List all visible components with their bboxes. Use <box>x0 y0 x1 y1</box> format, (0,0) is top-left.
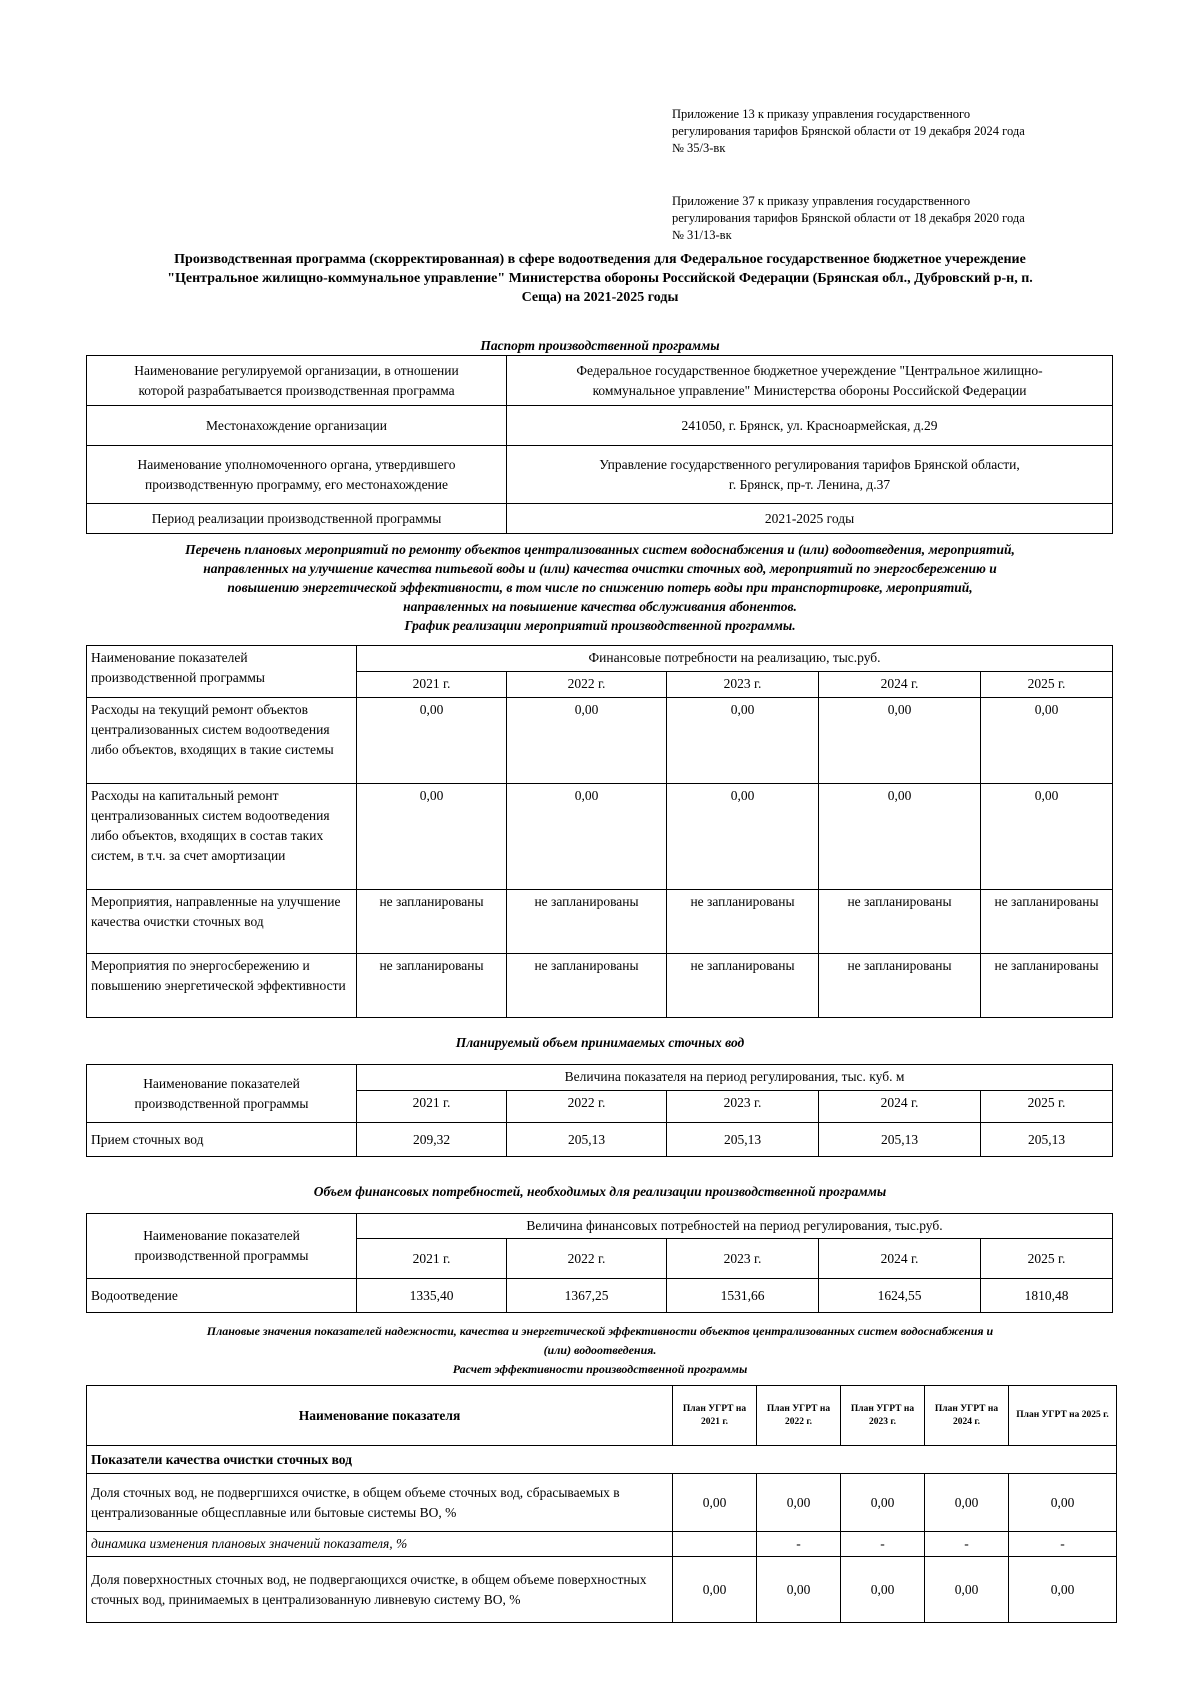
passport-value <box>507 446 1113 504</box>
table-cell: 1810,48 <box>981 1279 1113 1313</box>
plan-header: План УГРТ на 2021 г. <box>673 1386 757 1446</box>
table-cell: 0,00 <box>925 1474 1009 1532</box>
value-line: Федеральное государственное бюджетное учереждение "Центральное жилищно- <box>576 362 1043 378</box>
table-cell: 0,00 <box>673 1474 757 1532</box>
year-header: 2022 г. <box>507 1091 667 1123</box>
title-line: "Центральное жилищно-коммунальное управление" Министерства обороны Российской Федерации (Брянская обл., Дубровский р-н, п. <box>167 271 1033 286</box>
passport-row <box>87 356 1113 406</box>
table-cell: 0,00 <box>925 1557 1009 1623</box>
quality-table <box>86 1385 1117 1623</box>
year-header: 2021 г. <box>357 1239 507 1279</box>
row-label: Мероприятия, направленные на улучшение качества очистки сточных вод <box>87 890 357 954</box>
year-header: 2022 г. <box>507 1239 667 1279</box>
table-cell: 0,00 <box>507 698 667 784</box>
passport-row <box>87 406 1113 446</box>
table-cell: 209,32 <box>357 1123 507 1157</box>
table-cell: 0,00 <box>1009 1557 1117 1623</box>
column-header: Наименование показателя <box>87 1386 673 1446</box>
plan-header: План УГРТ на 2025 г. <box>1009 1386 1117 1446</box>
table-cell: 0,00 <box>841 1474 925 1532</box>
document-title <box>78 250 1122 307</box>
measures-table <box>86 645 1113 1018</box>
table-row <box>87 784 1113 890</box>
appendix-line: регулирования тарифов Брянской области от 19 декабря 2024 года <box>672 124 1025 138</box>
table-cell: 205,13 <box>507 1123 667 1157</box>
table-cell: 0,00 <box>841 1557 925 1623</box>
title-line: Сеща) на 2021-2025 годы <box>521 290 679 305</box>
passport-value: 2021-2025 годы <box>507 504 1113 534</box>
row-label: динамика изменения плановых значений показателя, % <box>87 1532 673 1557</box>
passport-row <box>87 446 1113 504</box>
year-header: 2025 г. <box>981 1091 1113 1123</box>
appendix-note-current <box>672 106 1112 157</box>
row-label: Доля поверхностных сточных вод, не подвергающихся очистке, в общем объеме поверхностных сточных вод, принимаемых в централизованную ливневую систему ВО, % <box>87 1557 673 1623</box>
table-cell: 0,00 <box>673 1557 757 1623</box>
plan-header: План УГРТ на 2022 г. <box>757 1386 841 1446</box>
table-cell: не запланированы <box>357 954 507 1018</box>
section-label: Показатели качества очистки сточных вод <box>87 1446 1117 1474</box>
table-cell: 1335,40 <box>357 1279 507 1313</box>
year-header: 2021 г. <box>357 1091 507 1123</box>
table-cell: не запланированы <box>507 954 667 1018</box>
year-header: 2025 г. <box>981 1239 1113 1279</box>
caption-text: Паспорт производственной программы <box>480 338 720 353</box>
table-cell: 0,00 <box>507 784 667 890</box>
table-cell: 0,00 <box>667 784 819 890</box>
table-cell: 205,13 <box>819 1123 981 1157</box>
header-row <box>87 646 1113 672</box>
row-label: Расходы на капитальный ремонт централизованных систем водоотведения либо объектов, входящих в состав таких систем, в т.ч. за счет амортизации <box>87 784 357 890</box>
appendix-line: № 31/13-вк <box>672 228 732 242</box>
table-cell: не запланированы <box>357 890 507 954</box>
passport-label: Период реализации производственной программы <box>87 504 507 534</box>
year-header: 2021 г. <box>357 672 507 698</box>
passport-row <box>87 504 1113 534</box>
caption-line: повышению энергетической эффективности, в том числе по снижению потерь воды при транспортировке, мероприятий, <box>227 580 973 595</box>
group-header: Финансовые потребности на реализацию, тыс.руб. <box>357 646 1113 672</box>
table-cell: не запланированы <box>819 954 981 1018</box>
table-cell: 0,00 <box>981 784 1113 890</box>
table-row <box>87 1123 1113 1157</box>
table-cell: не запланированы <box>981 954 1113 1018</box>
label-line: Наименование уполномоченного органа, утвердившего <box>137 456 456 472</box>
table-row <box>87 1279 1113 1313</box>
header-row <box>87 1065 1113 1091</box>
label-line: производственную программу, его местонахождение <box>144 476 449 492</box>
caption-line: Расчет эффективности производственной программы <box>452 1362 748 1376</box>
year-header: 2024 г. <box>819 1091 981 1123</box>
table-cell: 0,00 <box>819 784 981 890</box>
row-label: Мероприятия по энергосбережению и повышению энергетической эффективности <box>87 954 357 1018</box>
value-line: Управление государственного регулирования тарифов Брянской области, <box>599 456 1020 472</box>
table-cell: 0,00 <box>757 1557 841 1623</box>
plan-header: План УГРТ на 2023 г. <box>841 1386 925 1446</box>
appendix-line: № 35/3-вк <box>672 141 726 155</box>
table-row <box>87 890 1113 954</box>
row-label: Доля сточных вод, не подвергшихся очистке, в общем объеме сточных вод, сбрасываемых в централизованные общесплавные или бытовые системы ВО, % <box>87 1474 673 1532</box>
caption-line: (или) водоотведения. <box>543 1343 657 1357</box>
table-cell: 0,00 <box>357 698 507 784</box>
caption-line: График реализации мероприятий производственной программы. <box>404 618 796 633</box>
column-header: Наименование показателей производственной программы <box>87 1214 357 1279</box>
column-header: Наименование показателей производственной программы <box>87 646 357 698</box>
table-row <box>87 1474 1117 1532</box>
table-row <box>87 954 1113 1018</box>
table-cell: не запланированы <box>667 954 819 1018</box>
group-header: Величина показателя на период регулирования, тыс. куб. м <box>357 1065 1113 1091</box>
passport-table <box>86 355 1113 534</box>
row-label: Расходы на текущий ремонт объектов централизованных систем водоотведения либо объектов, входящих в такие системы <box>87 698 357 784</box>
table-cell: не запланированы <box>981 890 1113 954</box>
table-cell: - <box>1009 1532 1117 1557</box>
volume-table <box>86 1064 1113 1157</box>
title-line: Производственная программа (скорректированная) в сфере водоотведения для Федеральное государственное бюджетное учереждение <box>174 252 1026 267</box>
plan-header: План УГРТ на 2024 г. <box>925 1386 1009 1446</box>
finance-table <box>86 1213 1113 1313</box>
year-header: 2023 г. <box>667 1239 819 1279</box>
year-header: 2022 г. <box>507 672 667 698</box>
table-cell: - <box>925 1532 1009 1557</box>
year-header: 2024 г. <box>819 1239 981 1279</box>
table-cell: - <box>841 1532 925 1557</box>
header-row <box>87 1386 1117 1446</box>
row-label: Прием сточных вод <box>87 1123 357 1157</box>
table-cell: 0,00 <box>819 698 981 784</box>
value-line: коммунальное управление" Министерства обороны Российской Федерации <box>592 382 1027 398</box>
section-row <box>87 1446 1117 1474</box>
quality-caption <box>60 1322 1140 1379</box>
table-row <box>87 1532 1117 1557</box>
caption-line: Плановые значения показателей надежности, качества и энергетической эффективности объектов централизованных систем водоснабжения и <box>206 1324 994 1338</box>
table-cell: не запланированы <box>507 890 667 954</box>
year-header: 2023 г. <box>667 1091 819 1123</box>
passport-value <box>507 356 1113 406</box>
table-cell: 1624,55 <box>819 1279 981 1313</box>
appendix-note-original <box>672 193 1112 244</box>
table-cell: 0,00 <box>1009 1474 1117 1532</box>
passport-value: 241050, г. Брянск, ул. Красноармейская, д.29 <box>507 406 1113 446</box>
passport-label: Местонахождение организации <box>87 406 507 446</box>
passport-label <box>87 356 507 406</box>
table-cell: 0,00 <box>981 698 1113 784</box>
finance-caption <box>60 1182 1140 1201</box>
measures-caption <box>60 540 1140 635</box>
table-cell: 0,00 <box>357 784 507 890</box>
passport-label <box>87 446 507 504</box>
table-cell: 1531,66 <box>667 1279 819 1313</box>
table-row <box>87 698 1113 784</box>
table-cell: 1367,25 <box>507 1279 667 1313</box>
appendix-line: Приложение 37 к приказу управления государственного <box>672 194 971 208</box>
table-cell: - <box>757 1532 841 1557</box>
table-cell: не запланированы <box>667 890 819 954</box>
volume-caption <box>60 1033 1140 1052</box>
year-header: 2024 г. <box>819 672 981 698</box>
caption-line: Перечень плановых мероприятий по ремонту объектов централизованных систем водоснабжения и (или) водоотведения, мероприятий, <box>185 542 1015 557</box>
value-line: г. Брянск, пр-т. Ленина, д.37 <box>728 476 891 492</box>
passport-caption <box>60 336 1140 355</box>
appendix-line: Приложение 13 к приказу управления государственного <box>672 107 971 121</box>
caption-text: Объем финансовых потребностей, необходимых для реализации производственной программы <box>313 1184 887 1199</box>
caption-text: Планируемый объем принимаемых сточных вод <box>455 1035 745 1050</box>
header-row <box>87 1214 1113 1239</box>
table-cell: 205,13 <box>981 1123 1113 1157</box>
table-cell: 205,13 <box>667 1123 819 1157</box>
label-line: которой разрабатывается производственная программа <box>138 382 455 398</box>
appendix-line: регулирования тарифов Брянской области от 18 декабря 2020 года <box>672 211 1025 225</box>
table-row <box>87 1557 1117 1623</box>
table-cell: 0,00 <box>757 1474 841 1532</box>
year-header: 2025 г. <box>981 672 1113 698</box>
label-line: Наименование регулируемой организации, в отношении <box>134 362 459 378</box>
row-label: Водоотведение <box>87 1279 357 1313</box>
table-cell <box>673 1532 757 1557</box>
table-cell: 0,00 <box>667 698 819 784</box>
table-cell: не запланированы <box>819 890 981 954</box>
year-header: 2023 г. <box>667 672 819 698</box>
group-header: Величина финансовых потребностей на период регулирования, тыс.руб. <box>357 1214 1113 1239</box>
column-header: Наименование показателей производственной программы <box>87 1065 357 1123</box>
caption-line: направленных на повышение качества обслуживания абонентов. <box>403 599 797 614</box>
caption-line: направленных на улучшение качества питьевой воды и (или) качества очистки сточных вод, мероприятий по энергосбережению и <box>203 561 997 576</box>
